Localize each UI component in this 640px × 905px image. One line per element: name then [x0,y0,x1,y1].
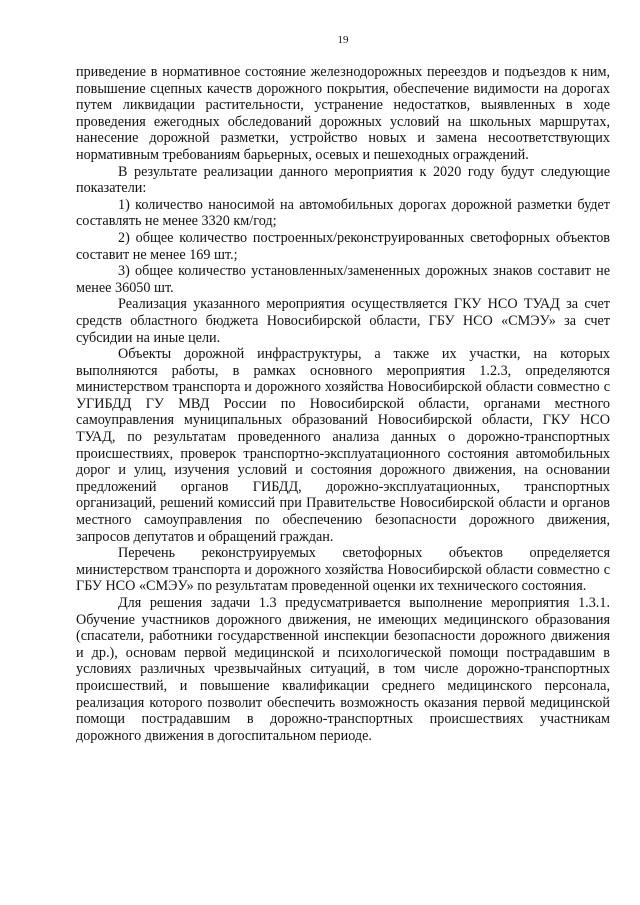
paragraph-indicator-1: 1) количество наносимой на автомобильных дорогах дорожной разметки будет составлять не менее 3320 км/год; [76,196,610,230]
paragraph-continuation: приведение в нормативное состояние железнодорожных переездов и подъездов к ним, повышение сцепных качеств дорожного покрытия, обеспечение видимости на дорогах путем ликвидации растительности, устранение недостатков, выявленных в ходе проведения ежегодных обследований дорожных условий на школьных маршрутах, нанесение дорожной разметки, устройство новых и замена несоответствующих нормативным требованиям барьерных, осевых и пешеходных ограждений. [76,64,610,163]
paragraph-infrastructure-objects: Объекты дорожной инфраструктуры, а также их участки, на которых выполняются работы, в рамках основного мероприятия 1.2.3, определяются министерством транспорта и дорожного хозяйства Новосибирской области совместно с УГИБДД ГУ МВД России по Новосибирской области, органами местного самоуправления муниципальных образований Новосибирской области, ГКУ НСО ТУАД, по результатам проведенного анализа данных о дорожно-транспортных происшествиях, проверок транспортно-эксплуатационного состояния автомобильных дорог и улиц, изучения условий и состояния дорожного движения, на основании предложений органов ГИБДД, дорожно-эксплуатационных, транспортных организаций, решений комиссий при Правительстве Новосибирской области и органов местного самоуправления по обеспечению безопасности дорожного движения, запросов депутатов и обращений граждан. [76,346,610,545]
document-page [76,34,610,744]
paragraph-indicator-3: 3) общее количество установленных/замененных дорожных знаков составит не менее 36050 шт. [76,263,610,296]
page-number: 19 [337,34,349,46]
paragraph-traffic-lights-list: Перечень реконструируемых светофорных объектов определяется министерством транспорта и дорожного хозяйства Новосибирской области совместно с ГБУ НСО «СМЭУ» по результатам проведенной оценки их технического состояния. [76,545,610,595]
paragraph-indicator-2: 2) общее количество построенных/реконструированных светофорных объектов составит не менее 169 шт.; [76,229,610,263]
paragraph-results-intro: В результате реализации данного мероприятия к 2020 году будут следующие показатели: [76,163,610,197]
paragraph-task-1-3: Для решения задачи 1.3 предусматривается выполнение мероприятия 1.3.1. Обучение участников дорожного движения, не имеющих медицинского образования (спасатели, работники государственной инспекции безопасности дорожного движения и др.), основам первой медицинской и психологической помощи пострадавшим в условиях различных чрезвычайных ситуаций, в том числе дорожно-транспортных происшествий, и повышение квалификации среднего медицинского персонала, реализация которого позволит обеспечить возможность оказания первой медицинской помощи пострадавшим в дорожно-транспортных происшествиях участникам дорожного движения в догоспитальном периоде. [76,595,610,744]
paragraph-implementation: Реализация указанного мероприятия осуществляется ГКУ НСО ТУАД за счет средств областного бюджета Новосибирской области, ГБУ НСО «СМЭУ» за счет субсидии на иные цели. [76,296,610,346]
